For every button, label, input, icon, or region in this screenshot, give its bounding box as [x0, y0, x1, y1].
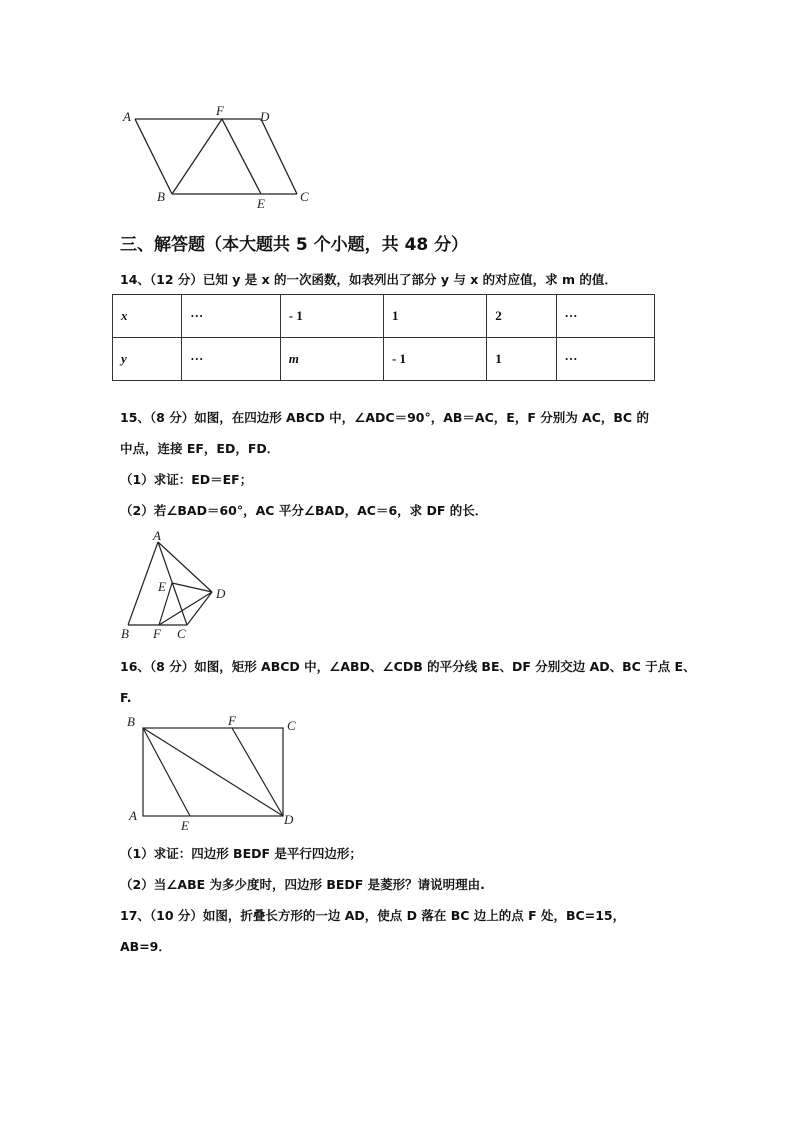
table-row-y	[113, 338, 655, 381]
table-cell: m	[280, 338, 383, 381]
q16-part2: （2）当∠ABE 为多少度时，四边形 BEDF 是菱形？请说明理由.	[120, 877, 485, 892]
q16-line1: 16、（8 分）如图，矩形 ABCD 中，∠ABD、∠CDB 的平分线 BE、DF 分别交边 AD、BC 于点 E、	[120, 659, 696, 674]
parallelogram-figure	[115, 100, 325, 215]
label-A: A	[129, 808, 137, 823]
table-cell: y	[113, 338, 182, 381]
q15-line1: 15、（8 分）如图，在四边形 ABCD 中，∠ADC＝90°，AB＝AC，E，F 分别为 AC，BC 的	[120, 410, 649, 425]
q14-text: 14、（12 分）已知 y 是 x 的一次函数，如表列出了部分 y 与 x 的对应值，求 m 的值．	[120, 272, 617, 287]
label-A: A	[123, 109, 131, 124]
q15-part1: （1）求证：ED＝EF；	[120, 472, 253, 487]
q16-part1: （1）求证：四边形 BEDF 是平行四边形；	[120, 846, 362, 861]
label-B: B	[127, 714, 135, 729]
table-cell: - 1	[383, 338, 486, 381]
table-cell: ···	[556, 295, 654, 338]
label-B: B	[121, 626, 129, 641]
label-B: B	[157, 189, 165, 204]
section-heading: 三、解答题（本大题共 5 个小题，共 48 分）	[120, 235, 469, 255]
table-row-x	[113, 295, 655, 338]
table-cell: 1	[487, 338, 556, 381]
label-F: F	[153, 626, 161, 641]
table-cell: 1	[383, 295, 486, 338]
table-cell: ···	[182, 295, 280, 338]
q14-value-table	[112, 294, 655, 381]
label-F: F	[228, 713, 236, 728]
segment-AB	[135, 119, 172, 194]
label-C: C	[177, 626, 186, 641]
label-E: E	[158, 579, 166, 594]
segment-FE	[222, 119, 261, 194]
q16-line2: F.	[120, 690, 132, 705]
label-F: F	[216, 103, 224, 118]
label-C: C	[287, 718, 296, 733]
label-C: C	[300, 189, 309, 204]
label-D: D	[260, 109, 270, 124]
q17-line2: AB=9．	[120, 939, 171, 954]
label-E: E	[257, 196, 265, 211]
label-D: D	[216, 586, 226, 601]
q15-part2: （2）若∠BAD＝60°，AC 平分∠BAD，AC＝6，求 DF 的长．	[120, 503, 488, 518]
table-cell: - 1	[280, 295, 383, 338]
q17-line1: 17、（10 分）如图，折叠长方形的一边 AD，使点 D 落在 BC 边上的点 F 处，BC=15，	[120, 908, 626, 923]
label-E: E	[181, 818, 189, 833]
segment-BF	[172, 119, 222, 194]
label-A: A	[153, 528, 161, 543]
table-cell: ···	[182, 338, 280, 381]
rectangle-abcd-figure	[120, 712, 310, 834]
table-cell: ···	[556, 338, 654, 381]
table-cell: x	[113, 295, 182, 338]
table-cell: 2	[487, 295, 556, 338]
q15-line2: 中点，连接 EF，ED，FD．	[120, 441, 280, 456]
quadrilateral-abcd-figure	[115, 528, 240, 643]
segment-DC	[261, 119, 297, 194]
label-D: D	[284, 812, 294, 827]
